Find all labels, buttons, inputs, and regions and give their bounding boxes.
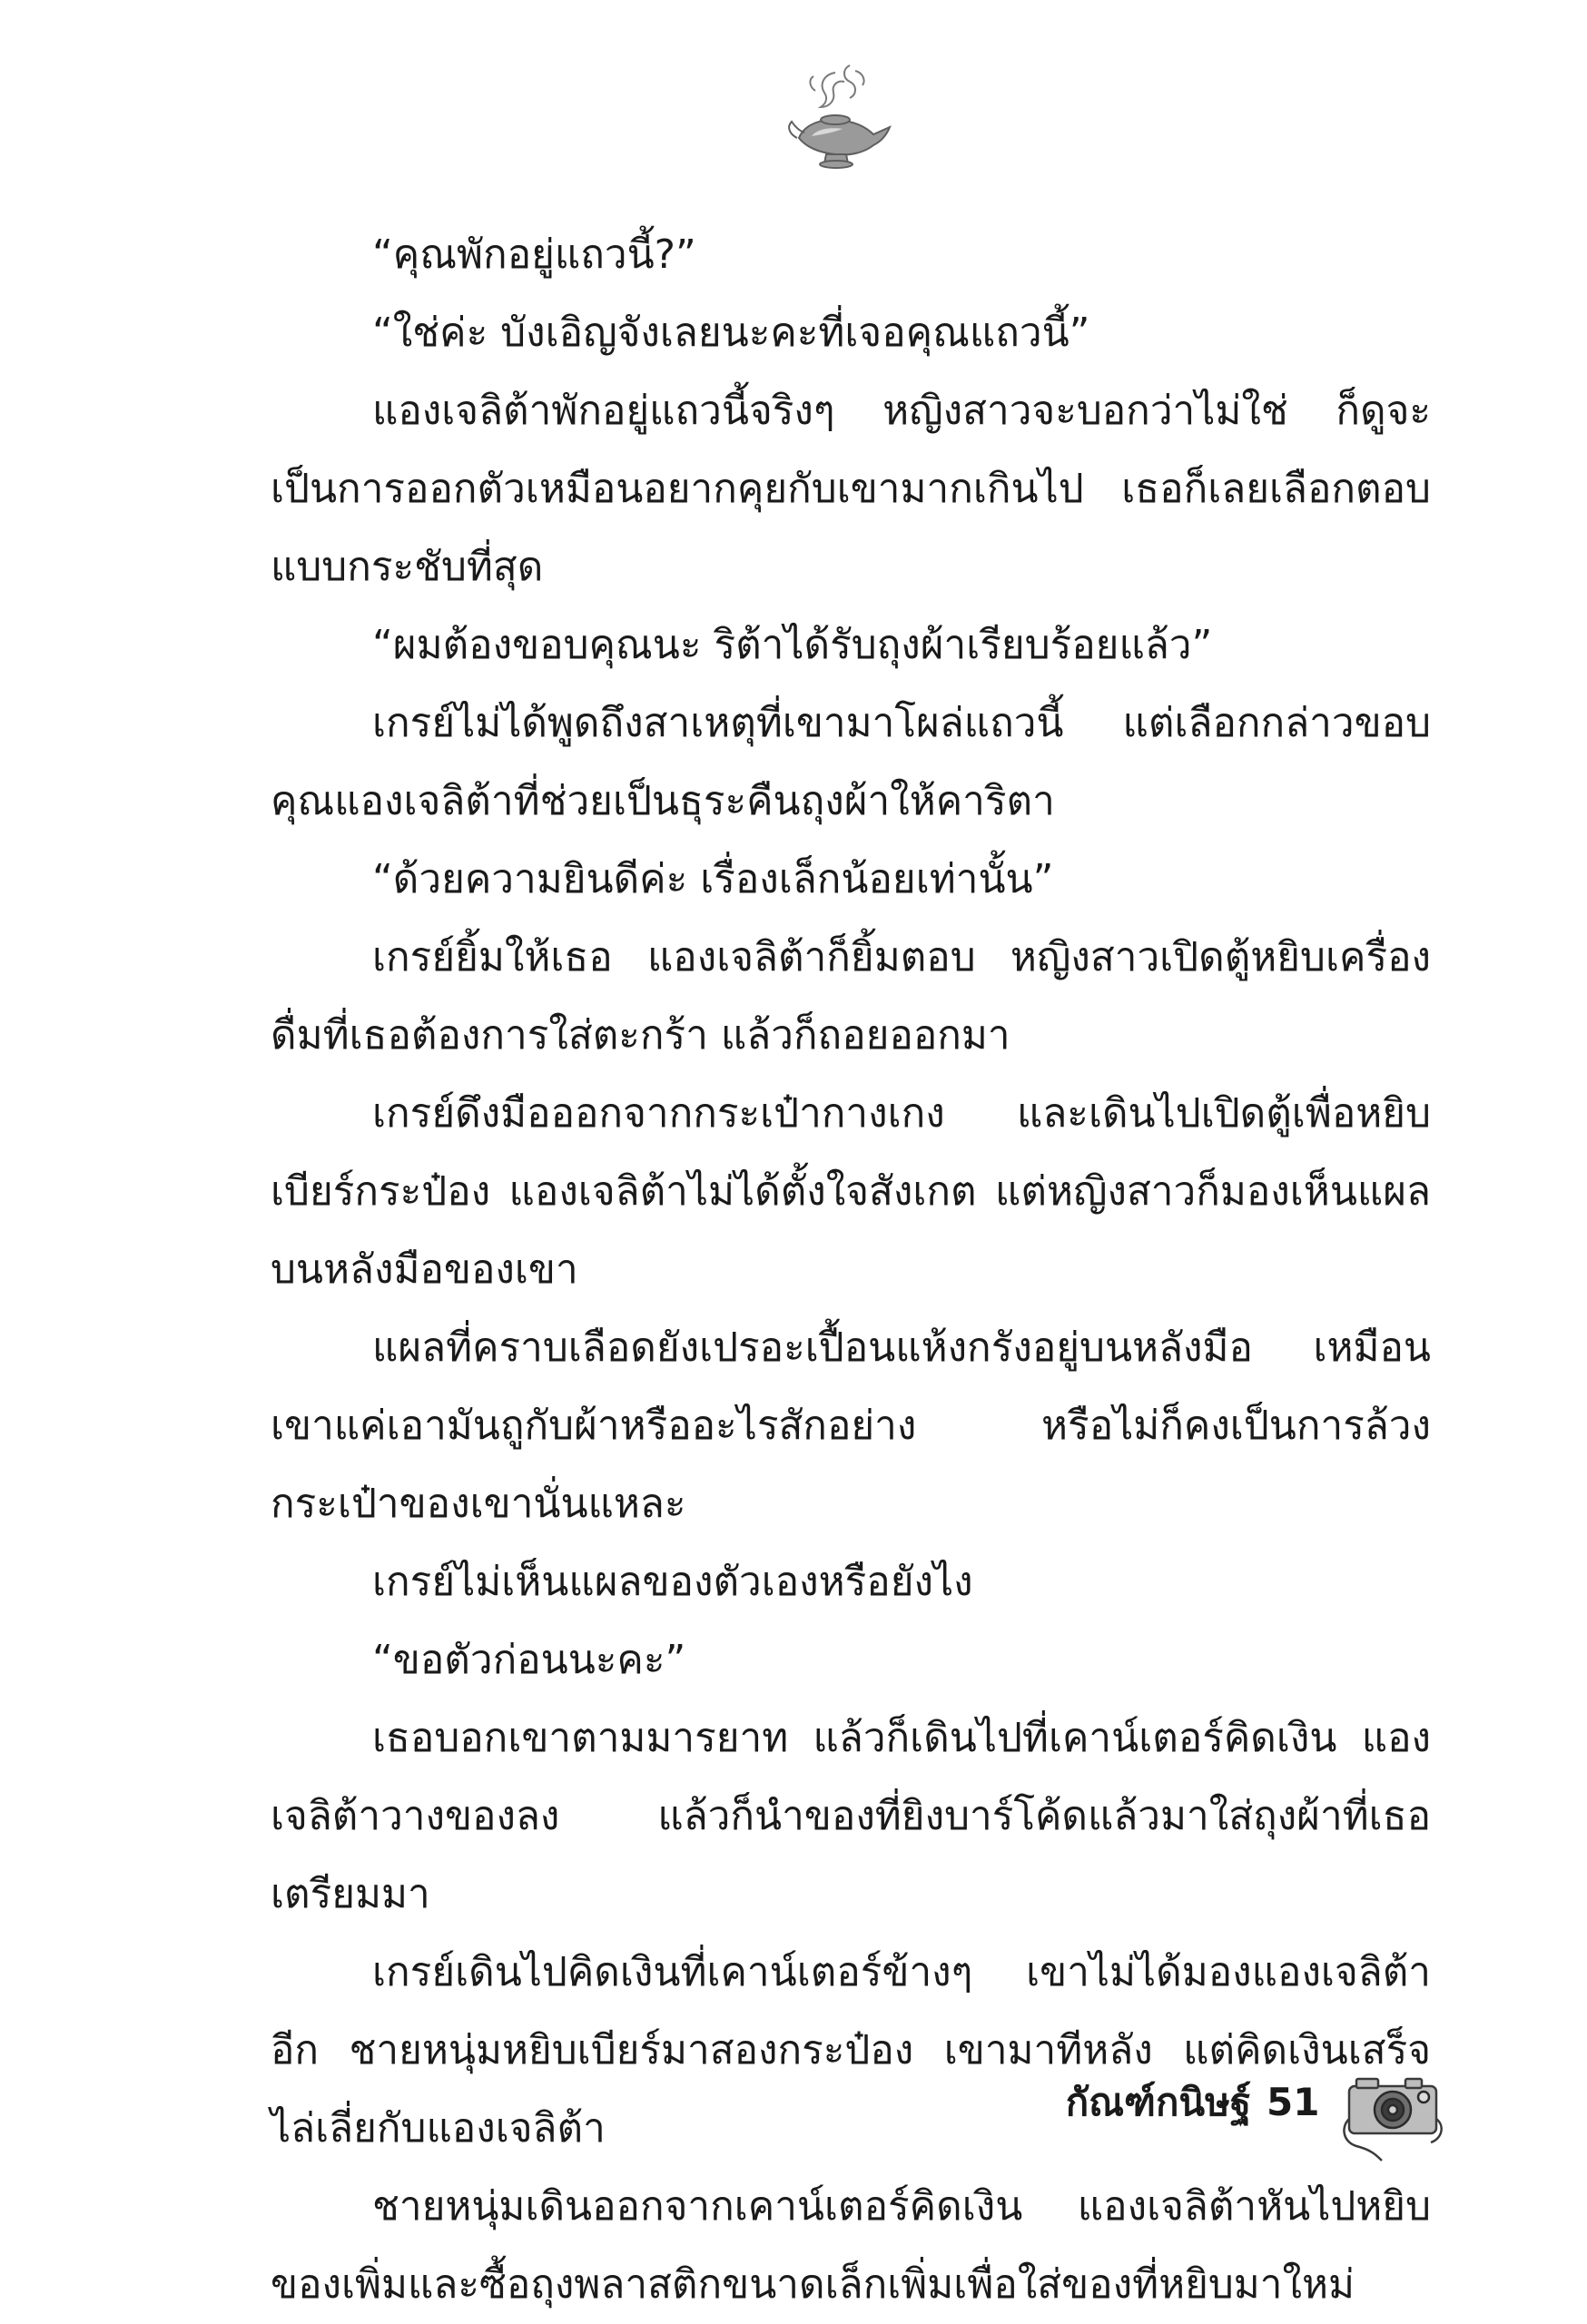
paragraph: ชายหนุ่มเดินออกจากเคาน์เตอร์คิดเงิน แองเจลิต้าหันไปหยิบของเพิ่มและซื้อถุงพลาสติกขนาดเล็กเพิ่มเพื่อใส่ของที่หยิบมาใหม่ — [271, 2183, 1431, 2308]
paragraph: เกรย์เดินไปคิดเงินที่เคาน์เตอร์ข้างๆ เขาไม่ได้มองแองเจลิต้าอีก ชายหนุ่มหยิบเบียร์มาสองกระป๋อง เขามาทีหลัง แต่คิดเงินเสร็จไล่เลี่ยกับแองเจลิต้า — [271, 1949, 1431, 2152]
paragraph: “คุณพักอยู่แถวนี้?” — [372, 231, 696, 278]
paragraph: “ด้วยความยินดีค่ะ เรื่องเล็กน้อยเท่านั้น” — [372, 856, 1054, 902]
paragraph: เกรย์ไม่เห็นแผลของตัวเองหรือยังไง — [372, 1559, 973, 1605]
paragraph: เกรย์ยิ้มให้เธอ แองเจลิต้าก็ยิ้มตอบ หญิงสาวเปิดตู้หยิบเครื่องดื่มที่เธอต้องการใส่ตะกร้า แล้วก็ถอยออกมา — [271, 934, 1431, 1059]
page-footer — [0, 2043, 1587, 2188]
camera-icon — [1340, 2055, 1449, 2164]
genie-lamp-icon — [779, 54, 897, 172]
paragraph: “ใช่ค่ะ บังเอิญจังเลยนะคะที่เจอคุณแถวนี้” — [372, 310, 1090, 356]
paragraph: “ผมต้องขอบคุณนะ ริต้าได้รับถุงผ้าเรียบร้อยแล้ว” — [372, 622, 1213, 668]
paragraph: แผลที่คราบเลือดยังเปรอะเปื้อนแห้งกรังอยู่บนหลังมือ เหมือนเขาแค่เอามันถูกับผ้าหรืออะไรสักอย่าง หรือไม่ก็คงเป็นการล้วงกระเป๋าของเขานั่นแหละ — [271, 1324, 1431, 1527]
paragraph: เกรย์ดึงมือออกจากกระเป๋ากางเกง และเดินไปเปิดตู้เพื่อหยิบเบียร์กระป๋อง แองเจลิต้าไม่ได้ตั้งใจสังเกต แต่หญิงสาวก็มองเห็นแผลบนหลังมือของเขา — [271, 1090, 1431, 1293]
paragraph: เกรย์ไม่ได้พูดถึงสาเหตุที่เขามาโผล่แถวนี้ แต่เลือกกล่าวขอบคุณแองเจลิต้าที่ช่วยเป็นธุระคืนถุงผ้าให้คาริตา — [271, 700, 1431, 824]
paragraph: “ขอตัวก่อนนะคะ” — [372, 1637, 686, 1683]
paragraph: แองเจลิต้าพักอยู่แถวนี้จริงๆ หญิงสาวจะบอกว่าไม่ใช่ ก็ดูจะเป็นการออกตัวเหมือนอยากคุยกับเขามากเกินไป เธอก็เลยเลือกตอบแบบกระชับที่สุด — [271, 388, 1431, 590]
page-number: 51 — [1267, 2080, 1320, 2124]
chapter-body — [271, 216, 1431, 2324]
book-title: กัณฑ์กนิษฐ์ — [1065, 2080, 1251, 2124]
paragraph: เธอบอกเขาตามมารยาท แล้วก็เดินไปที่เคาน์เตอร์คิดเงิน แองเจลิต้าวางของลง แล้วก็นำของที่ยิงบาร์โค้ดแล้วมาใส่ถุงผ้าที่เธอเตรียมมา — [271, 1715, 1431, 1917]
